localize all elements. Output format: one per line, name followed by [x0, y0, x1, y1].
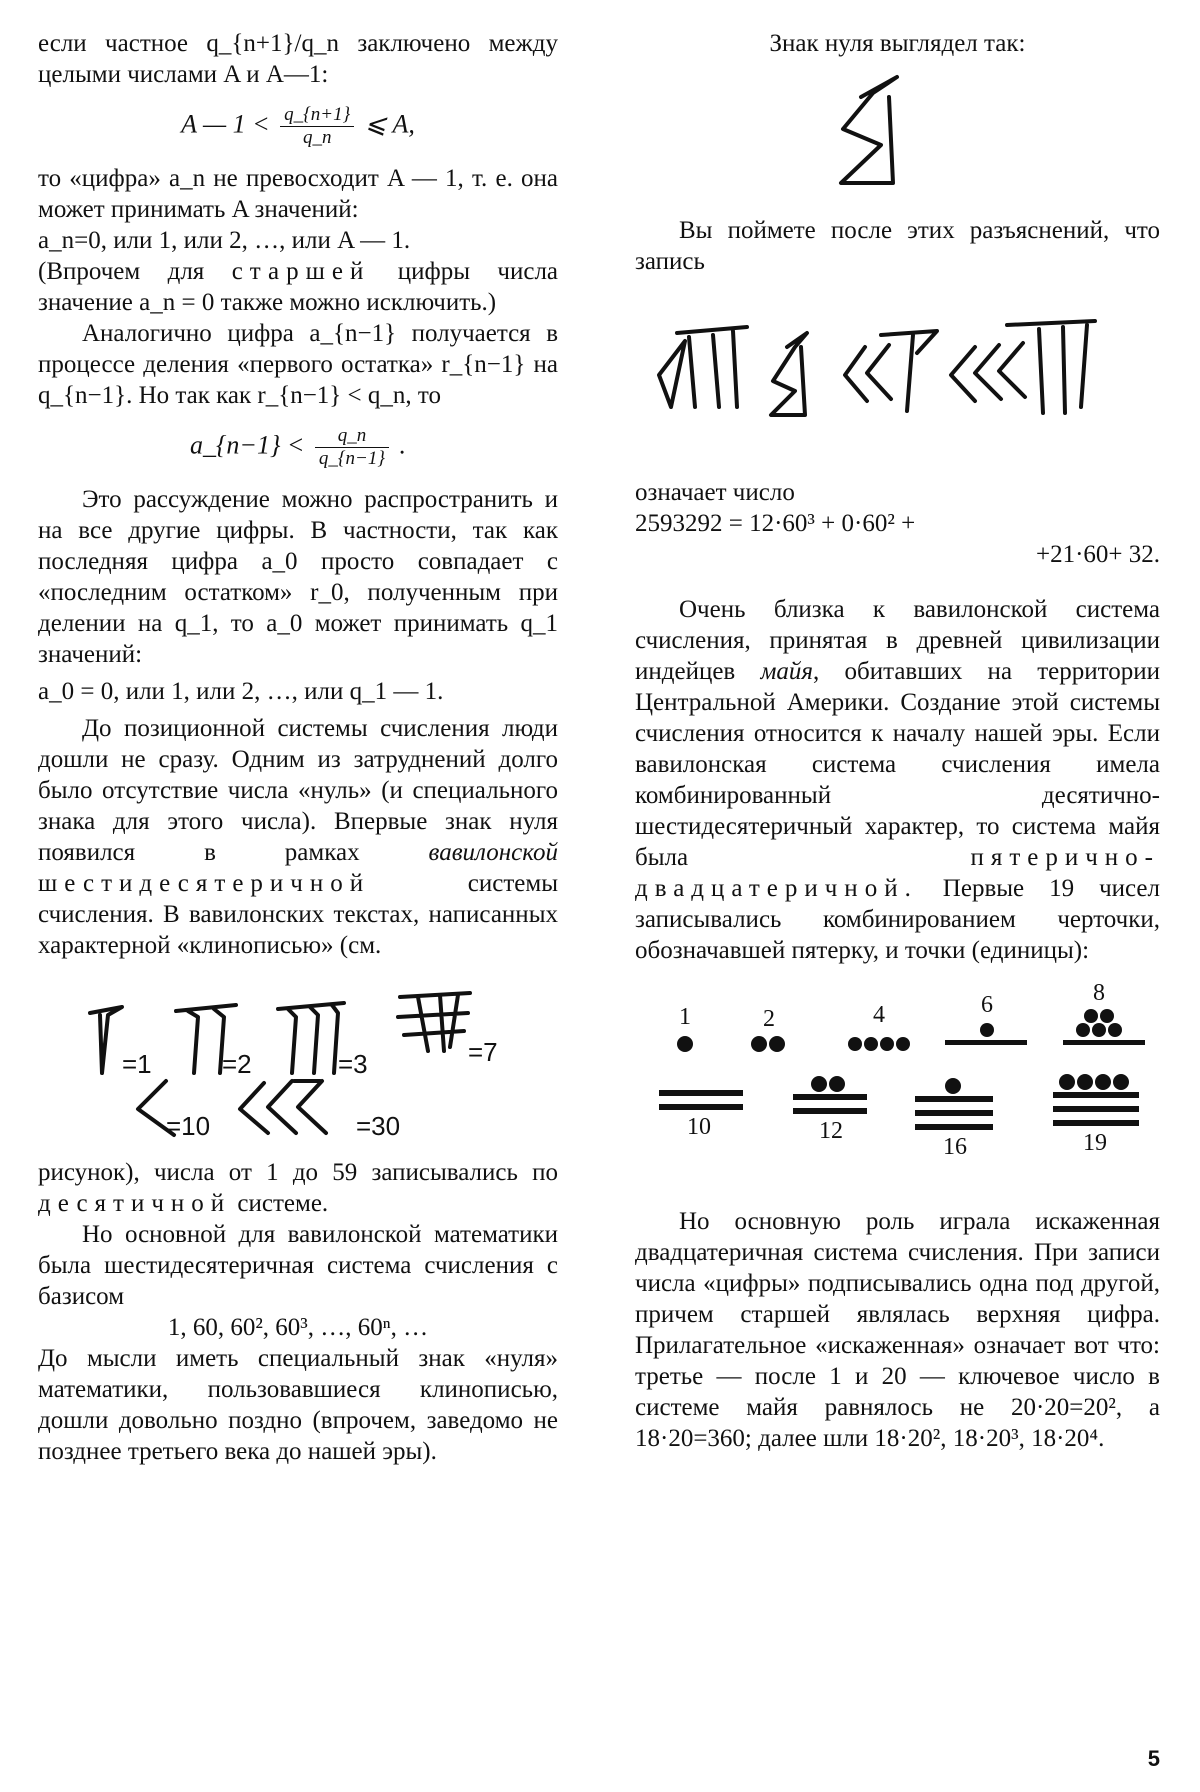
maya-vigesimal-spaced: пятерично-двадцатеричной. — [635, 844, 1160, 902]
paragraph-zero-late: До мысли иметь специальный знак «нуля» математики, пользовавшиеся клинописью, дошли довольно поздно (впрочем, заведомо не позднее третьего века до нашей эры). — [38, 1345, 558, 1465]
cuneiform-one-icon — [90, 1007, 122, 1073]
paragraph-sexagesimal: Но основной для вавилонской математики была шестидесятеричная система счисления с базисом — [38, 1221, 558, 1310]
paragraph-basis: 1, 60, 60², 60³, …, 60ⁿ, … — [167, 1314, 429, 1341]
maya-dot-icon — [1077, 1074, 1093, 1090]
maya-label-12: 12 — [819, 1118, 843, 1144]
maya-label-4: 4 — [873, 1002, 885, 1028]
maya-text-c: , обитавших на территории Центральной Америки. Создание этой системы счисления относится к началу нашей эры. Если вавилонская система счисления имела комбинированный десятично-шестидесятеричный характер, то система майя была — [635, 658, 1161, 871]
left-column — [38, 28, 558, 1467]
paragraph-digit-values: то «цифра» a_n не превосходит A — 1, т. е. она может принимать A значений: — [38, 165, 558, 223]
senior-digit-spaced: старшей — [231, 258, 371, 285]
formula-1-left: A — 1 < — [181, 109, 270, 139]
maya-dot-icon — [1095, 1074, 1111, 1090]
maya-dot-icon — [980, 1023, 994, 1037]
maya-word: майя — [760, 658, 814, 685]
maya-bar-icon — [1063, 1040, 1145, 1045]
maya-dot-icon — [677, 1036, 693, 1052]
paragraph-analogous: Аналогично цифра a_{n−1} получается в процессе деления «первого остатка» r_{n−1} на q_{n−1}. Но так как r_{n−1} < q_n, то — [38, 320, 558, 409]
formula-1-denominator: q_n — [302, 127, 332, 148]
formula-2-fraction — [315, 425, 389, 470]
maya-bar-icon — [915, 1124, 993, 1130]
cuneiform-record-figure — [635, 277, 1160, 477]
cuneiform-label-7: =7 — [468, 1037, 498, 1067]
maya-dot-icon — [769, 1036, 785, 1052]
maya-label-16: 16 — [943, 1134, 967, 1160]
maya-bar-icon — [915, 1096, 993, 1102]
maya-dot-icon — [864, 1037, 878, 1051]
maya-numerals-figure — [635, 966, 1160, 1206]
formula-inequality-2 — [38, 425, 558, 470]
decimal-spaced: десятичной — [38, 1190, 232, 1217]
maya-dot-icon — [1113, 1074, 1129, 1090]
paragraph-record-intro: Вы поймете после этих разъяснений, что запись — [635, 217, 1160, 275]
maya-dot-icon — [848, 1037, 862, 1051]
formula-number-line-2: +21·60+ 32. — [1035, 541, 1160, 568]
paragraph-zero-history — [38, 713, 558, 961]
zero-history-text-d: системы счисления. В вавилонских текстах, написанных характерной «клинописью» (см. — [38, 870, 558, 959]
maya-dot-icon — [751, 1036, 767, 1052]
formula-2-right: . — [399, 430, 406, 460]
formula-1-right: ⩽ A, — [364, 109, 415, 139]
zero-history-text-a: До позиционной системы счисления люди дошли не сразу. Одним из затруднений долго было отсутствие числа «нуль» (и специального знака для этого числа). Впервые знак нуля появился в рамках — [38, 715, 558, 866]
maya-label-10: 10 — [687, 1114, 711, 1140]
maya-label-19: 19 — [1083, 1130, 1107, 1156]
record-thirty-two-icon — [951, 321, 1095, 413]
maya-dot-icon — [1108, 1023, 1122, 1037]
decimal-text-c: системе. — [237, 1190, 329, 1217]
paragraph-last-digit-list: a_0 = 0, или 1, или 2, …, или q_1 — 1. — [38, 678, 444, 705]
cuneiform-label-2: =2 — [222, 1049, 252, 1079]
right-column — [635, 28, 1160, 1454]
cuneiform-figure — [38, 961, 558, 1161]
formula-2-left: a_{n−1} < — [190, 430, 305, 460]
maya-bar-icon — [915, 1110, 993, 1116]
maya-dot-icon — [1100, 1009, 1114, 1023]
cuneiform-seven-icon — [398, 993, 470, 1051]
maya-bar-icon — [793, 1094, 867, 1100]
paragraph-means-number: означает число — [635, 479, 795, 506]
cuneiform-label-30: =30 — [356, 1111, 401, 1141]
formula-number-line-1: 2593292 = 12·60³ + 0·60² + — [635, 510, 916, 537]
formula-1-fraction — [280, 104, 354, 149]
maya-bar-icon — [945, 1040, 1027, 1045]
paragraph-distorted-vigesimal: Но основную роль играла искаженная двадцатеричная система счисления. При записи числа «цифры» подписывались одна под другой, причем старшей являлась верхняя цифра. Прилагательное «искаженная» означает вот что: третье — после 1 и 20 — ключевое число в системе майя равнялось не 20·20=20², а 18·20=360; далее шли 18·20², 18·20³, 18·20⁴. — [635, 1208, 1160, 1452]
formula-1-numerator: q_{n+1} — [280, 104, 354, 127]
record-twenty-one-icon — [845, 331, 937, 411]
zero-sign-figure — [635, 59, 1160, 209]
formula-2-numerator: q_n — [315, 425, 389, 448]
babylonian-zero-icon — [841, 77, 897, 183]
paragraph-decimal-below-60 — [38, 1157, 558, 1219]
maya-dot-icon — [829, 1076, 845, 1092]
record-twelve-icon — [659, 327, 747, 407]
maya-label-8: 8 — [1093, 980, 1105, 1006]
maya-label-6: 6 — [981, 992, 993, 1018]
paragraph-maya — [635, 594, 1160, 966]
senior-digit-text-c: цифры числа значение a_n = 0 также можно исключить.) — [38, 258, 559, 316]
maya-text-e: Первые 19 чисел записывались комбинированием черточки, обозначавшей пятерку, и точки (единицы): — [635, 875, 1160, 964]
cuneiform-three-icon — [278, 1003, 344, 1073]
decimal-text-a: рисунок), числа от 1 до 59 записывались по — [38, 1159, 558, 1186]
maya-text-a: Очень близка к вавилонской система счисления, принятая в древней цивилизации индейцев — [635, 596, 1160, 685]
paragraph-quotient: если частное q_{n+1}/q_n заключено между целыми числами A и A—1: — [38, 30, 558, 88]
cuneiform-label-1: =1 — [122, 1049, 152, 1079]
paragraph-reasoning: Это рассуждение можно распространить и на все другие цифры. В частности, так как последняя цифра a_0 просто совпадает с «последним остатком» r_0, полученным при делении на q_1, то a_0 может принимать q_1 значений: — [38, 486, 558, 668]
maya-dot-icon — [945, 1078, 961, 1094]
maya-dot-icon — [896, 1037, 910, 1051]
maya-bar-icon — [1053, 1092, 1139, 1098]
paragraph-zero-sign: Знак нуля выглядел так: — [769, 30, 1026, 57]
cuneiform-label-10: =10 — [166, 1111, 211, 1141]
formula-inequality-1 — [38, 104, 558, 149]
maya-dot-icon — [811, 1076, 827, 1092]
maya-bar-icon — [659, 1104, 743, 1110]
paragraph-senior-digit — [38, 256, 558, 318]
maya-dot-icon — [1084, 1009, 1098, 1023]
cuneiform-thirty-icon — [240, 1081, 326, 1133]
maya-bar-icon — [659, 1090, 743, 1096]
maya-label-2: 2 — [763, 1006, 775, 1032]
maya-dot-icon — [880, 1037, 894, 1051]
maya-dot-icon — [1076, 1023, 1090, 1037]
maya-dot-icon — [1059, 1074, 1075, 1090]
maya-dot-icon — [1092, 1023, 1106, 1037]
zero-history-sexagesimal: шестидесятеричной — [38, 870, 371, 897]
record-zero-icon — [771, 333, 807, 415]
formula-2-denominator: q_{n−1} — [318, 448, 385, 469]
senior-digit-text-a: (Впрочем для — [38, 258, 205, 285]
maya-bar-icon — [1053, 1120, 1139, 1126]
zero-history-babylonian: вавилонской — [428, 839, 558, 866]
paragraph-digit-list: a_n=0, или 1, или 2, …, или A — 1. — [38, 227, 411, 254]
cuneiform-label-3: =3 — [338, 1049, 368, 1079]
maya-bar-icon — [793, 1108, 867, 1114]
maya-bar-icon — [1053, 1106, 1139, 1112]
maya-label-1: 1 — [679, 1004, 691, 1030]
page-number: 5 — [1147, 1746, 1160, 1771]
